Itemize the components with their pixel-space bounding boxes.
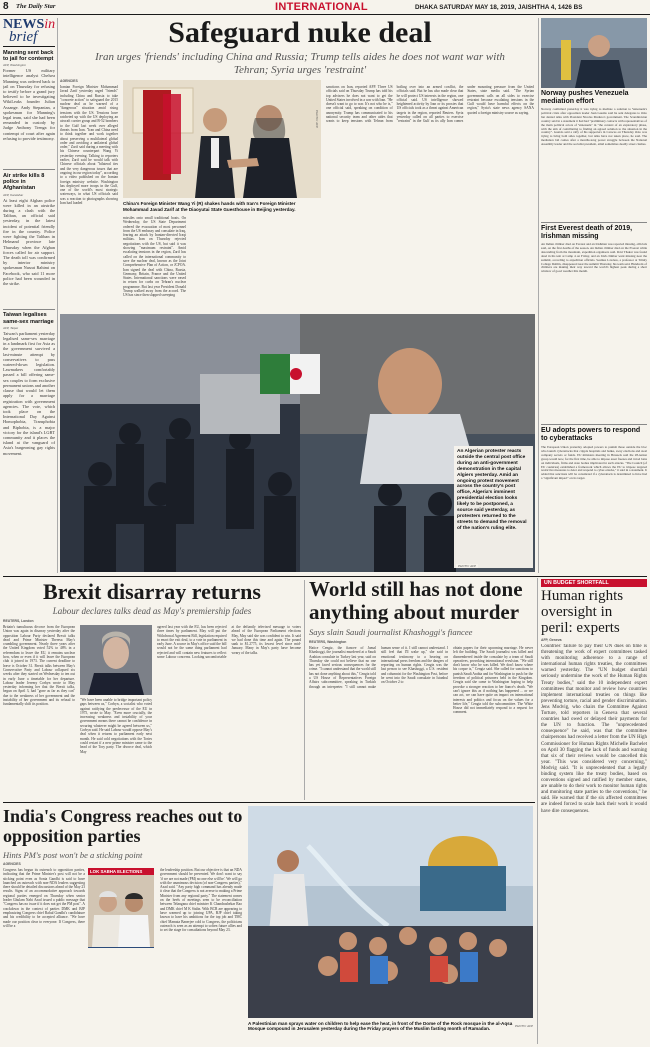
brief-body: Former US military intelligence analyst Chelsea Manning was ordered back to jail on Thursday for refusing to testify before a grand jury believed to be investigating WikiLeaks founder Julian Assange. Andy Stepanian, a spokesman for Manning's legal team, said she had been remanded in custody by Judge Anthony Trenga for contempt of court after again refusing to provide testimony.: [3, 68, 55, 141]
algeria-caption: An Algerian protester reacts outside the central post office during an anti-government demonstration in the capital Algiers yesterday. Amid an ongoing protest movement across the country's post office, Algeria's imminent presidential election looks likely to be postponed, a source said yesterday, as protesters returned to the streets to demand the removal of the nation's ruling elite.: [457, 449, 527, 531]
norway-photo: [541, 18, 647, 88]
lead-headline: Safeguard nuke deal: [168, 16, 432, 49]
lead-subhead: Iran urges 'friends' including China and Russia; Trump tells aides he does not want war with Tehran; Syria urges 'restraint': [95, 51, 505, 76]
column-divider: [538, 18, 539, 573]
india-column-2: the leadership position. But our objective is that an NDA government should be prevented. We don't want to say 'if we are not made (PM) no one else will be'. We will go with the unanimous decision (of non-Congress parties)," Azad said. "Any party high command has already made it clear that the Congress is not averse to making a Prime Minister from any regional party." The statement comes on the heels of meetings seen to be reconciliation between Telangana chief minister K Chandrashekar Rao and DMK chief M K Stalin. With BCR are appearing to have warmed up to joining UPA, BJP chief taking known to have his ambitions for the top job and TMC chief Mamata Banerjee cold to Congress, the politicians outreach is seen as an attempt to soften future allies and to set the stage for consultations beyond May 23.: [160, 868, 242, 933]
brexit-column-3: agreed last year with the EU, has been rejected three times by parliament. May will put the Withdrawal Agreement Bill, legislation required to enact the exit deal, to a vote in parliament in early June. A source in May's office said the bill would not be the same thing parliament had rejected and will contain new features to reflect some Labour concerns. Looking uncomfortable at the defiantly televised message to voters ahead of the European Parliament elections May, May said she was confident to win. It said we had done this time and again. The pound sank to $1.2775, its lowest level since mid-January. Many in May's party have become weary of the talks.: [157, 625, 301, 660]
brexit-subhead: Labour declares talks dead as May's premiership fades: [52, 606, 252, 616]
water-spray-photo: [248, 806, 533, 1018]
brief-headline: Manning sent back to jail for contempt: [3, 49, 54, 62]
gandhi-photo: [88, 875, 154, 947]
column-divider: [537, 578, 538, 1044]
brief-agency: AFP, Kandahar: [3, 192, 24, 197]
photo-credit: PHOTO: AFP: [315, 110, 319, 129]
lead-photo: [123, 80, 321, 198]
brexit-agency: REUTERS, London: [3, 619, 34, 623]
jerusalem-photo: [248, 806, 533, 1018]
world-column-1: Hatice Cengiz, the fiancee of Jamal Khashoggi, the journalist murdered at a Saudi Arabian consulate in Turkey last year, said on Thursday she could not believe that no one has yet faced serious consequences for the crime. "I cannot understand that the world still has not done anything about this," Cengiz told a US House of Representatives Foreign Affairs subcommittee, speaking in Turkish through an interpreter. "I still cannot make human sense of it. I still cannot understand. I still feel that I'll wake up," she said in emotional testimony to a hearing on international press freedom and the dangers of reporting on human rights. Cengiz was the last person to see Khashoggi, a U.S. resident and columnist for the Washington Post, before he went into the Saudi consulate in Istanbul on October 2 to: [309, 646, 448, 689]
divider: [3, 46, 55, 47]
section-name: INTERNATIONAL: [275, 1, 368, 13]
brief-title-brief: brief: [9, 29, 38, 45]
brief-item: [3, 173, 55, 306]
world-subhead: Says slain Saudi journalist Khashoggi's fiancee: [309, 627, 473, 637]
lok-sabha-box: [88, 868, 154, 948]
dateline: DHAKA SATURDAY MAY 18, 2019, JAISHTHA 4, 1426 BS: [415, 3, 583, 11]
divider: [541, 222, 647, 223]
lok-sabha-label: LOK SABHA ELECTIONS: [88, 868, 154, 875]
india-agency: AGENCIES: [3, 862, 21, 866]
column-divider: [304, 580, 305, 800]
brief-agency: AFP, Washington: [3, 63, 26, 68]
india-column-1: Congress has begun its outreach to opposition parties, indicating that the Prime Minister's post will not be a sticking point even as Sonia Gandhi is said to have launched an outreach with non-NDA leaders suggesting there should be detailed discussions ahead of the May 23 results. Signs of an accommodative approach towards regional parties emerged on Thursday when senior leader Ghulam Nabi Azad issued a public message that "Congress has no issue if it does not get the PM post". A crackdown in the context of parties DMK and BJP emphasizing Congress chief Rahul Gandhi's candidature and his credibility to be accepted alliance. "We have made our position clear to everyone. If Congress, there will be a: [3, 868, 85, 928]
lead-column-1: Iranian Foreign Minister Mohammad Javad Zarif yesterday urged "friends" including China and Russia to take "concrete action" to safeguard the 2015 nuclear deal as he warned of a "dangerous" situation amid rising tensions with the US. Tensions have ratcheted up with the US deploying an aircraft carrier group and B-52 bombers to the Gulf last week over alleged threats from Iran. "Iran and China need to think together and work together about preserving a multilateral global order and avoiding a unilateral global order," Zarif said during a meeting with his Chinese counterpart Wang Yi yesterday evening. Talking to reporters earlier, Zarif said he would talk with Chinese officials about "bilateral ties and the very dangerous issues that are ongoing in our region today", according to a video published on the Iranian foreign ministry website. Washington has deployed more troops in the Gulf, one of the world's most strategic waterways, in what US officials said was a reaction to photographs showing Iran had loaded: [60, 85, 118, 206]
news-in-brief: [3, 18, 55, 573]
masthead: The Daily Star: [16, 3, 56, 10]
page-number: 8: [3, 1, 9, 12]
brief-item: [3, 50, 55, 167]
brief-agency: AFP, Taipei: [3, 325, 19, 330]
page-header: [0, 0, 650, 15]
eu-headline: EU adopts powers to respond to cyberattacks: [541, 427, 641, 442]
brief-masthead: [3, 18, 55, 43]
un-agency: AFP, Geneva: [541, 638, 562, 642]
section-divider: [3, 802, 535, 803]
divider: [541, 424, 647, 425]
guaido-photo: [541, 18, 647, 88]
lead-column-2b: [191, 216, 254, 312]
brief-title-news: NEWS: [3, 18, 45, 32]
column-divider: [57, 18, 58, 573]
un-tag: UN BUDGET SHORTFALL: [541, 579, 647, 587]
brief-body: Taiwan's parliament yesterday legalised same-sex marriage in a landmark first for Asia as the government survived a last-minute attempt by conservatives to pass watered-down legislation. Lawmakers comfortably passed a bill offering same-sex couples to form exclusive permanent unions and another clause that would let them apply for a marriage registration with government agencies. The vote, which took place on the International Day Against Homophobia, Transphobia and Biphobia, is a major victory for the island's LGBT community and it places the island at the vanguard of Asia's burgeoning gay rights movement.: [3, 330, 55, 456]
handshake-photo: [123, 80, 321, 198]
brief-headline: Taiwan legalises same-sex marriage: [3, 312, 54, 325]
lead-photo-caption: China's Foreign Minister Wang Yi (R) shakes hands with Iran's Foreign Minister Mohammad Javad Zarif at the Diaoyutai State Guesthouse in Beijing yesterday.: [123, 201, 296, 212]
divider: [3, 169, 55, 170]
brief-item: [3, 312, 55, 511]
world-column-2: obtain papers for their upcoming marriage. He never left the building. The Saudi journalist was killed and dismembered inside the consulate by a team of Saudi operatives, provoking international revulsion. "We still don't know who he was killed. We don't know where his corpse is," Cengiz said. She called for sanctions to punish Saudi Arabia and for Washington to push for the freedom of political prisoners held in the Kingdom. Cengiz said she came to Washington hoping to help provoke a stronger reaction to her fiance's death. "We can't ignore this as if nothing has happened ... or we can act, we can have quite an impact on international interests and politics and focus on the values for a better life," Cengiz told the subcommittee. The White House did not immediately respond to a request for comment.: [453, 646, 533, 715]
india-headline: India's Congress reaches out to opposition parties: [3, 806, 243, 846]
norway-body: Norway confirmed yesterday it was trying to mediate a solution to Venezuela's political crisis after opposition leader Juan Guaido said he sent delegates to Oslo but denied talks with President Nicolas Maduro's government. The Scandinavian country said in a statement it had had "preliminary contacts with representatives of the main political actors of Venezuela" in "the context of an exploratory phase, with the aim of contributing to finding an agreed solution to the situation in the country". Guaido said a rally of his supporters in Caracas on Thursday Oslo was trying to bring both sides together, but talks have not taken place, he said. The mediation bid comes after a months-long power struggle between the National Assembly leader and the socialist president, amid sometimes deadly street clashes.: [541, 108, 647, 147]
un-body: Countries' failure to pay their UN dues on time is threatening the work of expert committees tasked with monitoring adherence to a range of international human rights treaties, the committees warned yesterday. The "UN budget shortfall seriously undermine the work of the Human Rights Treaty bodies," said the 10 independent expert committees that monitor and review how countries implement international treaties on things like preventing torture, racial and gender discrimination. Jens Modvig, who chairs the Committee Against Torture, told reporters in Geneva that several countries had owed or delayed their payments for the UN to function. The "unprecedented consequence" he said, was that the committee chairpersons had received a letter from the UN High Commissioner for Human Rights Michelle Bachelet on April 30 flagging the lack of funds and warning that six of their reviews would be cancelled this year. "This was considered very concerning," Modvig said. "It is unprecedented that a legally binding system like the treaty bodies, based on conventions signed and ratified by member states, are unable to do their work to monitor human rights and monitoring state parties to the conventions," he said. He warned that if the six affected committees are indeed forced to scale back their work it would have dire consequences.: [541, 644, 647, 814]
jerusalem-caption: A Palestinian man sprays water on children to help ease the heat, in front of the Dome of the Rock mosque in the al-Aqsa Mosque compound in Jerusalem yesterday during the Friday prayers of the Muslim fasting month of Ramadan.: [248, 1021, 513, 1032]
brief-headline: Air strike kills 8 police in Afghanistan: [3, 172, 45, 192]
norway-headline: Norway pushes Venezuela mediation effort: [541, 90, 629, 105]
lead-column-2: missiles onto small traditional boats. On Wednesday, the US State Department ordered the evacuation of most personnel from the US embassy and consulate in Iraq, fearing an attack by Iranian-directed Iraqi militias. Iran on Thursday rejected negotiations with the US, but said it was showing "maximum restraint". Amid escalating tensions in the region, Zarif has called on the international community to save the nuclear deal, known as the Joint Comprehensive Plan of Action, or JCPOA. Iran signed the deal with China, Russia, Germany, Britain, France and the United States. International sanctions were eased in return for curbs on Tehran's nuclear programme. But last year President Donald Trump walked away from the accord. The US has since then slapped sweeping: [123, 216, 186, 298]
lead-agency: AGENCIES: [60, 79, 78, 83]
eu-body: The European Union yesterday adopted powers to punish those outside the bloc who launch cyberattacks that cripple hospitals and banks, sway elections and steal company secrets or funds. EU ministers meeting in Brussels said the 28-nation group would now, for the first time, be able to impose asset freezes and travel bans on individuals, firms and state bodies implicated in such attacks. "The Council (of EU countries) established a framework which allows the EU to impose targeted restrictive measures to deter and respond to cyber-attacks," it said in a statement. It added that sanctions will be considered if a cyberattack is determined to have had a "significant impact" on its target.: [541, 446, 647, 481]
world-agency: REUTERS, Washington: [309, 640, 347, 644]
brief-body: At least eight Afghan police were killed in an airstrike during a clash with the Taliban, an official said yesterday, in the latest incident of potential friendly fire in the country. Police were fighting the Taliban in Helmand province late Thursday when the Afghan forces called for air support. The death toll was confirmed by interior ministry spokesman Nusrat Rahimi on Facebook, who said 11 more police had been wounded in the strike.: [3, 197, 55, 286]
divider: [3, 309, 55, 310]
brexit-headline: Brexit disarray returns: [43, 579, 261, 604]
india-subhead: Hints PM's post won't be a sticking point: [3, 850, 143, 860]
algeria-photo-credit: PHOTO: AFP: [458, 564, 477, 568]
may-portrait: [80, 625, 152, 695]
world-headline: World still has not done anything about murder: [309, 577, 523, 624]
brexit-column-1: Britain's tumultuous divorce from the European Union was again in disarray yesterday after the opposition Labour Party declared Brexit talks dead and Prime Minister Theresa May's crumbling government. Nearly three years after the United Kingdom voted 52% to 48% in a referendum to leave the EU, it remains unclear how, when or even if it will leave the European club it joined in 1973. The current deadline to leave is October 31. Brexit talks between May's Conservative Party and Labour collapsed six weeks after they started on Wednesday to ten out in early June a timetable for her departure. Labour leader Jeremy Corbyn wrote to May yesterday informing her that the Brexit talks, begun on April 3, had "gone as far as they can" due to the weakness of her government and the instability of her government and its refusal to fundamentally shift its position.: [3, 625, 75, 707]
everest-headline: First Everest death of 2019, Irishman missing: [541, 225, 633, 240]
brief-title-in: in: [44, 18, 55, 32]
theresa-may-photo: [80, 625, 152, 695]
algeria-photo: [60, 314, 535, 572]
lead-column-3-body: sanctions on Iran, reported AFP. Three US officials said on Thursday Trump has told his top advisers he does not want to get the United States involved in a war with Iran. "He doesn't want to go to war. It's not who he is," one official said, speaking on condition of anonymity. Trump has communicated to his national security team and other aides that wants to keep tensions with Tehran from boiling over into an armed conflict, the officials said. But he has also made clear that he will protect US interests in the region, one official said. US intelligence showed heightened activity by Iran or its proxies that US officials took as a threat against American targets in the region, reported Reuters. Syria yesterday called on all parties to exercise "restraint" in the Gulf as its ally Iran comes under mounting pressure from the United States, state media said. "The Syrian government calls on all sides to exercise restraint because escalating tensions in the Gulf would have harmful effects on the region," Syria's state news agency SANA quoted a foreign ministry source as saying.: [326, 85, 534, 124]
everest-body: An Indian climber died on Everest and an Irishman was reported missing, officials said, on the first deaths of the season. An Indian climber died on the Everest while descending from the mountain, expedition organisers said. Ravi Thakar was found dead in his tent at Camp 4 on Friday, and an Irish climber went missing near the summit, according to expedition officials. Seamus Lawless, a professor at Trinity College Dublin, disappeared near the summit Thursday, his team said. Hundreds of climbers are making their way toward the world's highest peak during a short window of good weather this month.: [541, 243, 647, 274]
un-headline: Human rights oversight in peril: experts: [541, 588, 624, 636]
brexit-column-2-lower: "We have been unable to bridge important policy gaps between us," Corbyn, a socialist who voted against ratifying the predecessor of the EU in 1975, wrote to May. "Even more crucially, the increasing weakness and instability of your government means there cannot be confidence in securing whatever might be agreed between us," Corbyn said. He said Labour would oppose May's deal when it returns to parliament early next month. He said cold negotiations with the Tories could restart if a new prime minister came to the head of the Tory party. The divorce deal, which May: [80, 698, 152, 754]
jerusalem-photo-credit: PHOTO: AFP: [515, 1024, 534, 1028]
algeria-caption-box: [454, 446, 533, 568]
